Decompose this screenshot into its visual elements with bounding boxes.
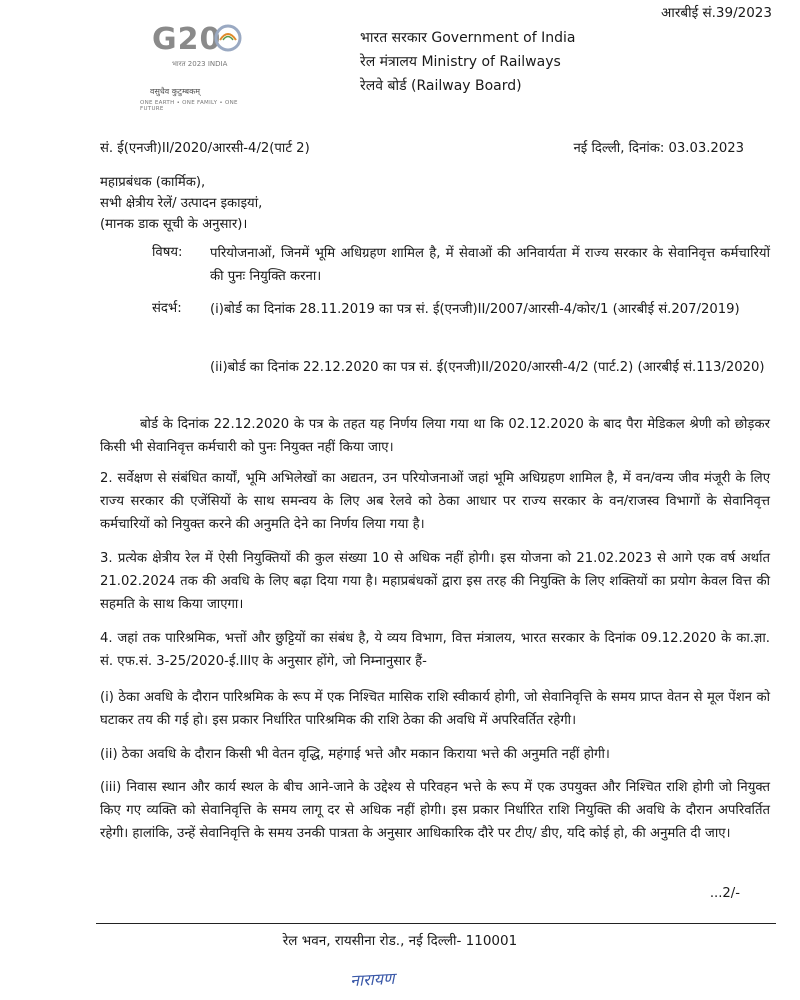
addressee-line: सभी क्षेत्रीय रेलें/ उत्पादन इकाइयां, xyxy=(100,196,263,211)
references-label: संदर्भ: xyxy=(152,301,182,316)
logo-motto: वसुधैव कुटुम्बकम् xyxy=(150,87,201,96)
paragraph-3: 3. प्रत्येक क्षेत्रीय रेल में ऐसी नियुक्तियों की कुल संख्या 10 से अधिक नहीं होगी। इस योजना को 21.02.2023 से आगे एक वर्ष अर्थात 21.02.2024 तक की अवधि के लिए बढ़ा दिया गया है। महाप्रबंधकों द्वारा इस तरह की नियुक्ति के लिए शक्तियों का प्रयोग केवल वित्त की सहमति के साथ किया जाएगा। xyxy=(100,551,771,612)
letterhead xyxy=(360,26,575,98)
letterhead-line-3: रेलवे बोर्ड (Railway Board) xyxy=(360,78,522,94)
addressee xyxy=(100,172,262,235)
g20-logo-text: G20 xyxy=(152,22,222,57)
reference-number: आरबीई सं.39/2023 xyxy=(661,5,772,21)
g20-logo xyxy=(140,20,260,112)
clause-i: (i) ठेका अवधि के दौरान पारिश्रमिक के रूप में एक निश्चित मासिक राशि स्वीकार्य होगी, जो सेवानिवृत्ति के समय प्राप्त वेतन से मूल पेंशन को घटाकर तय की गई हो। इस प्रकार निर्धारित पारिश्रमिक की राशि ठेका की अवधि में अपरिवर्तित रहेगी। xyxy=(100,690,770,728)
subject-label: विषय: xyxy=(152,245,183,260)
logo-motto-english: ONE EARTH • ONE FAMILY • ONE FUTURE xyxy=(140,100,238,112)
clause-iii: (iii) निवास स्थान और कार्य स्थल के बीच आने-जाने के उद्देश्य से परिवहन भत्ते के रूप में एक उपयुक्त और निश्चित राशि होगी जो नियुक्त किए गए व्यक्ति को सेवानिवृत्ति के समय लागू दर से अधिक नहीं होगी। इस प्रकार निर्धारित राशि नियुक्ति की अवधि के दौरान अपरिवर्तित रहेगी। हालांकि, उन्हें सेवानिवृत्ति के समय उनकी पात्रता के अनुसार आधिकारिक दौरे पर टीए/ डीए, यदि कोई हो, की अनुमति दी जाए। xyxy=(100,780,770,841)
signature: नारायण xyxy=(349,968,396,991)
reference-item: (ii)बोर्ड का दिनांक 22.12.2020 का पत्र सं. ई(एनजी)II/2020/आरसी-4/2 (पार्ट.2) (आरबीई सं.113/2020) xyxy=(210,360,765,375)
reference-item: (i)बोर्ड का दिनांक 28.11.2019 का पत्र सं. ई(एनजी)II/2007/आरसी-4/कोर/1 (आरबीई सं.207/2019) xyxy=(210,302,740,317)
lotus-icon xyxy=(214,24,242,52)
subject-text: परियोजनाओं, जिनमें भूमि अधिग्रहण शामिल है, में सेवाओं की अनिवार्यता में राज्य सरकार के सेवानिवृत्त कर्मचारियों की पुनः नियुक्ति करना। xyxy=(210,246,770,284)
logo-tagline: भारत 2023 INDIA xyxy=(172,60,228,68)
clause-ii: (ii) ठेका अवधि के दौरान किसी भी वेतन वृद्धि, महंगाई भत्ते और मकान किराया भत्ते की अनुमति नहीं होगी। xyxy=(100,747,610,762)
footer-address: रेल भवन, रायसीना रोड., नई दिल्ली- 110001 xyxy=(282,933,518,949)
addressee-line: महाप्रबंधक (कार्मिक), xyxy=(100,175,206,190)
letterhead-line-2: रेल मंत्रालय Ministry of Railways xyxy=(360,54,561,70)
letterhead-line-1: भारत सरकार Government of India xyxy=(360,30,576,46)
addressee-line: (मानक डाक सूची के अनुसार)। xyxy=(100,217,248,232)
letter-date: नई दिल्ली, दिनांक: 03.03.2023 xyxy=(573,141,744,156)
paragraph-1: बोर्ड के दिनांक 22.12.2020 के पत्र के तहत यह निर्णय लिया गया था कि 02.12.2020 के बाद पैरा मेडिकल श्रेणी को छोड़कर किसी भी सेवानिवृत्त कर्मचारी को पुनः नियुक्त नहीं किया जाए। xyxy=(100,417,770,455)
continued-marker: ...2/- xyxy=(709,886,740,901)
footer-divider xyxy=(96,923,776,924)
paragraph-4: 4. जहां तक पारिश्रमिक, भत्तों और छुट्टियों का संबंध है, ये व्यय विभाग, वित्त मंत्रालय, भारत सरकार के दिनांक 09.12.2020 के का.ज्ञा. सं. एफ.सं. 3-25/2020-ई.IIIए के अनुसार होंगे, जो निम्नानुसार हैं- xyxy=(100,631,770,669)
paragraph-2: 2. सर्वेक्षण से संबंधित कार्यों, भूमि अभिलेखों का अद्यतन, उन परियोजनाओं जहां भूमि अधिग्रहण शामिल है, में वन/वन्य जीव मंजूरी के लिए राज्य सरकार की एजेंसियों के साथ समन्वय के लिए अब रेलवे को ठेका आधार पर राज्य सरकार के वन/राजस्व विभागों के सेवानिवृत्त कर्मचारियों को नियुक्त करने की अनुमति देने का निर्णय लिया गया है। xyxy=(100,471,770,532)
letter-number: सं. ई(एनजी)II/2020/आरसी-4/2(पार्ट 2) xyxy=(100,141,310,156)
